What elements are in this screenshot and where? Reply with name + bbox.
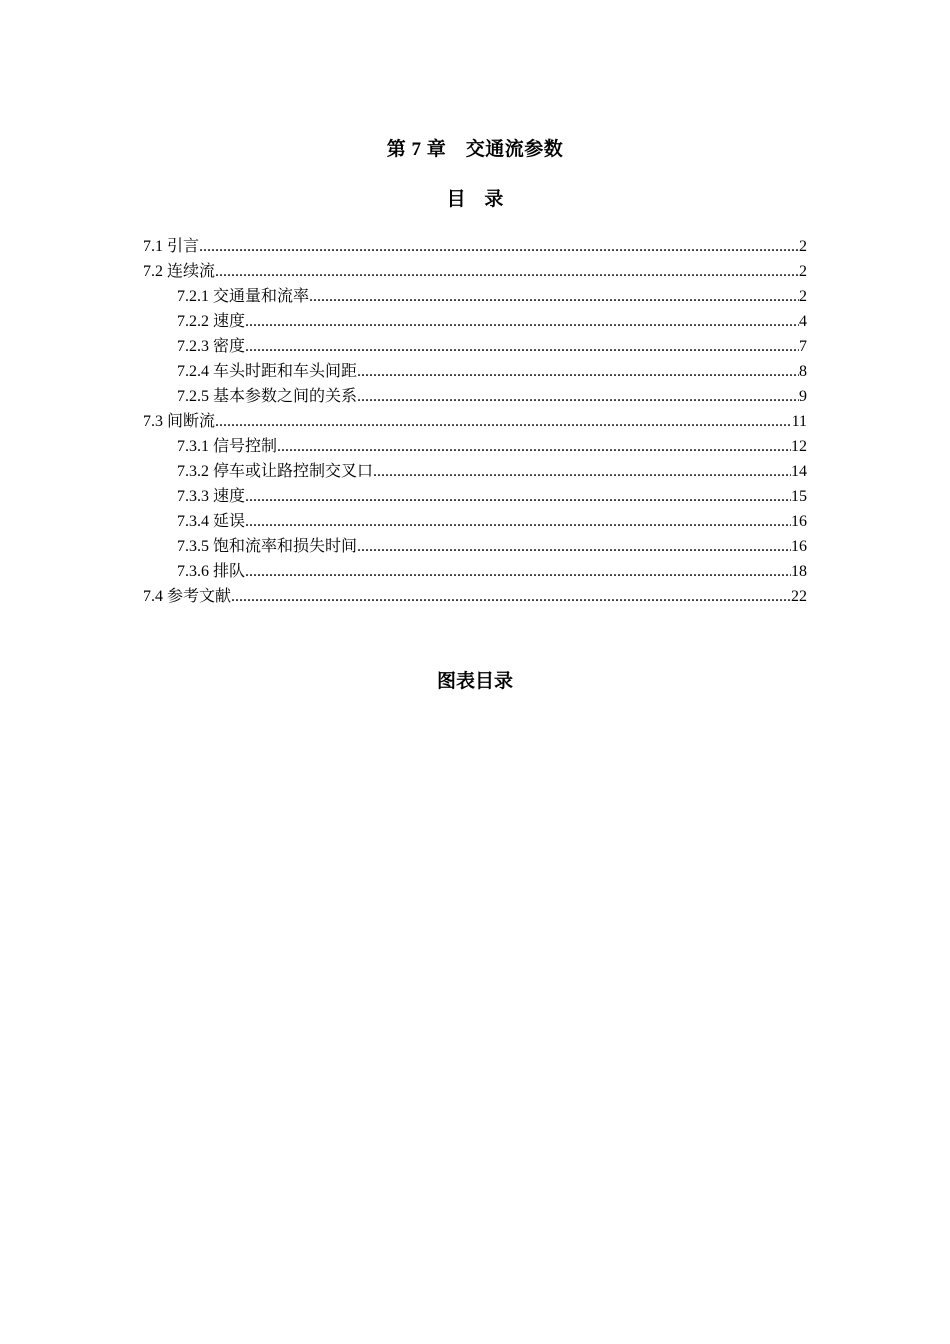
toc-entry[interactable] [143,434,807,459]
toc-dot-leader [245,559,791,584]
toc-entry-page: 9 [799,388,807,405]
toc-entry-page: 18 [791,563,807,580]
toc-title: 目 录 [446,189,504,210]
toc-entry-label: 7.2.3 密度 [177,338,246,355]
toc-entry-label: 7.2.1 交通量和流率 [177,288,310,305]
toc-entry-label: 7.3 间断流 [143,413,216,430]
toc-dot-leader [357,384,799,409]
toc-entry-label: 7.2.4 车头时距和车头间距 [177,363,358,380]
toc-entry[interactable] [143,509,807,534]
toc-entry-label: 7.3.1 信号控制 [177,438,278,455]
toc-dot-leader [231,584,791,609]
toc-entry-page: 4 [799,313,807,330]
toc-entry[interactable] [143,284,807,309]
toc-entry-page: 16 [791,513,807,530]
toc-entry[interactable] [143,309,807,334]
toc-entry-page: 2 [799,263,807,280]
toc-dot-leader [245,309,799,334]
toc-entry-page: 7 [799,338,807,355]
toc-entry[interactable] [143,559,807,584]
toc-dot-leader [215,259,799,284]
toc-entry-page: 12 [791,438,807,455]
toc-entry-page: 15 [791,488,807,505]
toc-entry[interactable] [143,384,807,409]
toc-entry-page: 14 [791,463,807,480]
toc-entry-label: 7.3.3 速度 [177,488,246,505]
toc-entry[interactable] [143,409,807,434]
toc-entry-page: 2 [799,288,807,305]
chapter-title: 第 7 章 交通流参数 [386,139,564,160]
toc-dot-leader [245,509,791,534]
toc-dot-leader [373,459,791,484]
toc-dot-leader [277,434,791,459]
toc-entry-page: 8 [799,363,807,380]
toc-entry-label: 7.3.5 饱和流率和损失时间 [177,538,358,555]
toc-dot-leader [309,284,799,309]
toc-entry-label: 7.2 连续流 [143,263,216,280]
toc-entry[interactable] [143,234,807,259]
toc-entry-page: 22 [791,588,807,605]
toc-entry-label: 7.1 引言 [143,238,200,255]
toc-entry[interactable] [143,259,807,284]
figures-list-title: 图表目录 [436,671,513,692]
toc-entry[interactable] [143,334,807,359]
toc-dot-leader [357,534,791,559]
toc-entry-label: 7.4 参考文献 [143,588,232,605]
toc-entry-page: 2 [799,238,807,255]
toc-entry-label: 7.3.2 停车或让路控制交叉口 [177,463,374,480]
toc-entry-page: 16 [791,538,807,555]
toc-entry[interactable] [143,484,807,509]
toc-entry-label: 7.3.6 排队 [177,563,246,580]
toc-entry-page: 11 [791,413,807,430]
toc-dot-leader [199,234,799,259]
toc-entry[interactable] [143,534,807,559]
toc-entry-label: 7.2.5 基本参数之间的关系 [177,388,358,405]
toc-dot-leader [245,334,799,359]
toc-entry-label: 7.2.2 速度 [177,313,246,330]
table-of-contents [143,234,807,609]
toc-dot-leader [357,359,799,384]
toc-dot-leader [215,409,792,434]
toc-entry[interactable] [143,359,807,384]
toc-entry-label: 7.3.4 延误 [177,513,246,530]
toc-entry[interactable] [143,459,807,484]
toc-entry[interactable] [143,584,807,609]
toc-dot-leader [245,484,791,509]
